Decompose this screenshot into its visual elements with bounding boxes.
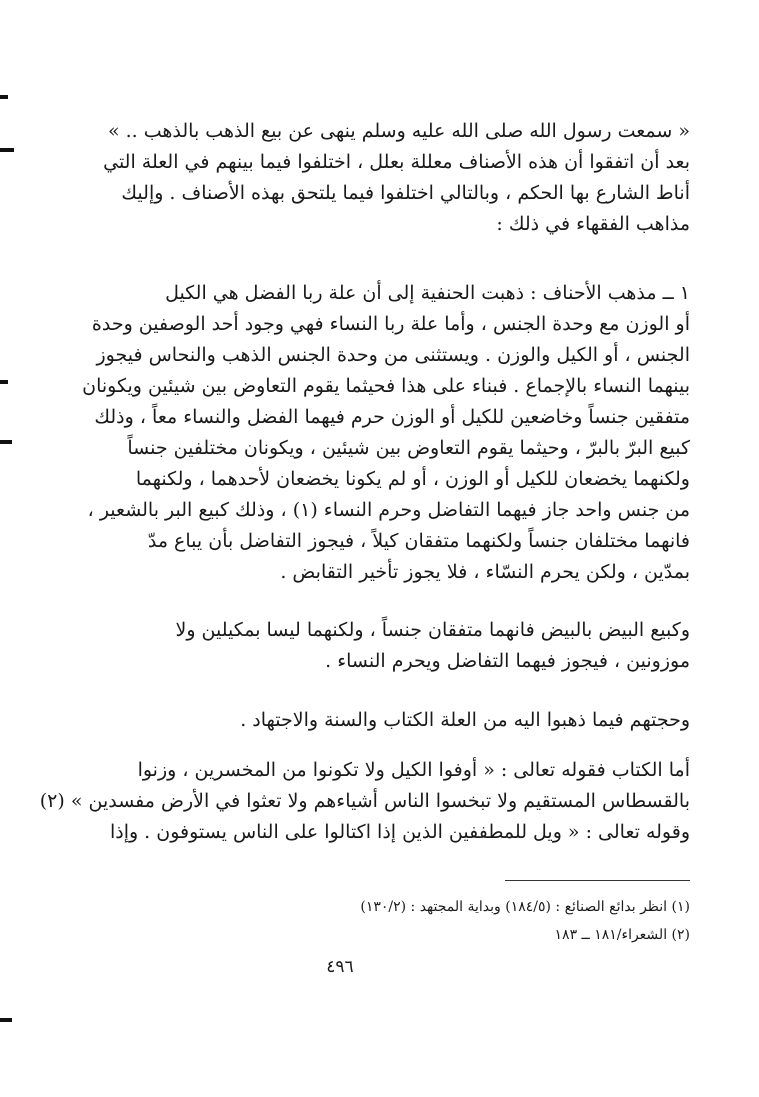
text-line: وقوله تعالى : « ويل للمطففين الذين إذا اكتالوا على الناس يستوفون . وإذا <box>109 821 690 843</box>
text-line: من جنس واحد جاز فيهما التفاضل وحرم النساء (١) ، وذلك كبيع البر بالشعير ، <box>87 499 690 521</box>
text-line: أما الكتاب فقوله تعالى : « أوفوا الكيل ولا تكونوا من المخسرين ، وزنوا <box>137 759 690 781</box>
text-line: « سمعت رسول الله صلى الله عليه وسلم ينهى عن بيع الذهب بالذهب .. » <box>107 120 690 142</box>
scan-edge-mark <box>0 95 8 99</box>
paragraph-hadith-intro <box>70 116 690 240</box>
scan-edge-mark <box>0 1018 12 1022</box>
text-line: بينهما النساء بالإجماع . فبناء على هذا فحيثما يقوم التعاوض بين شيئين ويكونان <box>82 375 690 397</box>
footnotes <box>200 893 690 949</box>
text-line: مذاهب الفقهاء في ذلك : <box>496 213 690 235</box>
paragraph-evidence <box>70 705 690 736</box>
text-line: بعد أن اتفقوا أن هذه الأصناف معللة بعلل ، اختلفوا فيما بينهم في العلة التي <box>103 151 690 173</box>
text-line: بمدّين ، ولكن يحرم النسّاء ، فلا يجوز تأخير التقابض . <box>280 561 690 583</box>
text-line: كبيع البرّ بالبرّ ، وحيثما يقوم التعاوض بين شيئين ، ويكونان مختلفين جنساً <box>127 437 690 459</box>
footnote-1: (١) انظر بدائع الصنائع : (١٨٤/٥) وبداية المجتهد : (١٣٠/٢) <box>360 899 690 915</box>
text-line: أو الوزن مع وحدة الجنس ، وأما علة ربا النساء فهي وجود أحد الوصفين وحدة <box>91 313 690 335</box>
text-line: الجنس ، أو الكيل والوزن . ويستثنى من وحدة الجنس الذهب والنحاس فيجوز <box>96 344 690 366</box>
scan-edge-mark <box>0 380 8 384</box>
scan-edge-mark <box>0 440 12 444</box>
scan-edge-mark <box>0 148 14 152</box>
text-line: أناط الشارع بها الحكم ، وبالتالي اختلفوا فيما يلتحق بهذه الأصناف . وإليك <box>121 182 690 204</box>
paragraph-hanafi-school <box>70 278 690 588</box>
footnote-divider <box>505 880 690 881</box>
text-line: متفقين جنساً وخاضعين للكيل أو الوزن حرم فيهما الفضل والنساء معاً ، وذلك <box>94 406 690 428</box>
text-line: وكبيع البيض بالبيض فانهما متفقان جنساً ، ولكنهما ليسا بمكيلين ولا <box>175 619 690 641</box>
page-number: ٤٩٦ <box>326 957 354 977</box>
footnote-2: (٢) الشعراء/١٨١ ــ ١٨٣ <box>554 927 690 943</box>
text-line: بالقسطاس المستقيم ولا تبخسوا الناس أشياءهم ولا تعثوا في الأرض مفسدين » (٢) <box>39 790 690 812</box>
text-line: ولكنهما يخضعان للكيل أو الوزن ، أو لم يكونا يخضعان لأحدهما ، ولكنهما <box>135 468 690 490</box>
text-line: وحجتهم فيما ذهبوا اليه من العلة الكتاب والسنة والاجتهاد . <box>240 709 690 731</box>
text-line: فانهما مختلفان جنساً ولكنهما متفقان كيلاً ، فيجوز التفاضل بأن يباع مدّ <box>147 530 690 552</box>
paragraph-quran-evidence <box>39 755 690 848</box>
paragraph-eggs-example <box>70 615 690 677</box>
text-line: ١ ــ مذهب الأحناف : ذهبت الحنفية إلى أن علة ربا الفضل هي الكيل <box>165 282 690 304</box>
text-line: موزونين ، فيجوز فيهما التفاضل ويحرم النساء . <box>325 650 690 672</box>
